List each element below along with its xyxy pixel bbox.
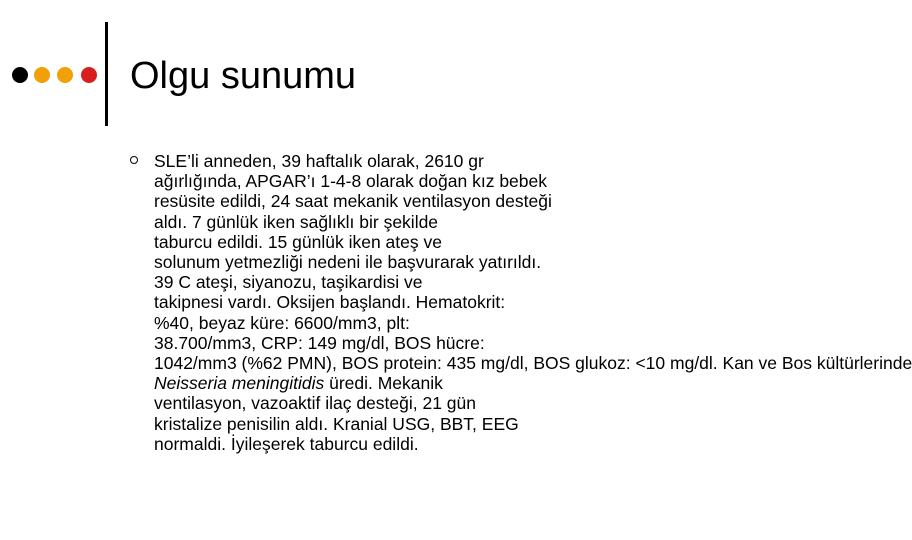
bullet-circle-icon — [130, 156, 138, 164]
case-text-part1: SLE’li anneden, 39 haftalık olarak, 2610 gr ağırlığında, APGAR’ı 1-4-8 olarak doğan kız bebek resüsite edildi, 24 saat mekanik ventilasyon desteği aldı. 7 günlük iken sağlıklı bir şekilde taburcu edildi. 15 günlük iken ateş ve solunum yetmezliği nedeni ile başvurarak yatırıldı. 39 C ateşi, siyanozu, taşikardisi ve takipnesi vardı. Oksijen başlandı. Hematokrit: %40, beyaz küre: 6600/mm3, plt: 38.700/mm3, CRP: 149 mg/dl, BOS hücre: 1042/mm3 (%62 PMN), BOS protein: 435 mg/dl, BOS glukoz: <10 mg/dl. Kan ve Bos kültürlerinde — [154, 151, 912, 374]
dot-orange-1 — [34, 67, 50, 83]
title-divider-line — [105, 22, 108, 126]
dot-orange-2 — [57, 67, 73, 83]
dot-red — [81, 67, 97, 83]
slide-title: Olgu sunumu — [130, 55, 357, 97]
case-description — [154, 151, 912, 454]
dot-black — [12, 67, 28, 83]
decorative-dots — [12, 67, 97, 83]
organism-name: Neisseria meningitidis — [154, 373, 325, 394]
case-text-part2: üredi. Mekanik ventilasyon, vazoaktif ilaç desteği, 21 gün kristalize penisilin aldı. Kranial USG, BBT, EEG normaldi. İyileşerek taburcu edildi. — [154, 373, 519, 454]
